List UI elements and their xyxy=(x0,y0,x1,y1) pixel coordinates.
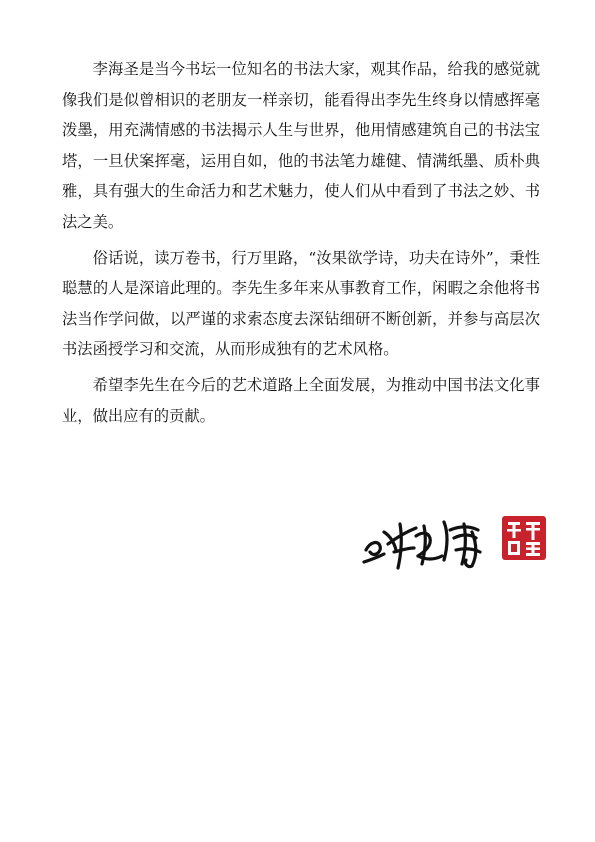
signature-drawing xyxy=(360,502,500,574)
handwritten-signature xyxy=(360,502,500,574)
paragraph-2: 俗话说，读万卷书，行万里路，“汝果欲学诗，功夫在诗外”，秉性聪慧的人是深谙此理的。李先生多年来从事教育工作，闲暇之余他将书法当作学问做，以严谨的求索态度去深钻细研不断创新，并参与高层次书法函授学习和交流，从而形成独有的艺术风格。 xyxy=(62,248,540,359)
letter-body xyxy=(62,54,540,436)
paragraph-3: 希望李先生在今后的艺术道路上全面发展，为推动中国书法文化事业，做出应有的贡献。 xyxy=(62,375,540,425)
seal-drawing xyxy=(500,514,548,562)
red-seal-stamp xyxy=(500,514,548,562)
paragraph-1: 李海圣是当今书坛一位知名的书法大家，观其作品，给我的感觉就像我们是似曾相识的老朋友一样亲切，能看得出李先生终身以情感挥毫泼墨，用充满情感的书法揭示人生与世界，他用情感建筑自己的书法宝塔，一旦伏案挥毫，运用自如，他的书法笔力雄健、情满纸墨、质朴典雅，具有强大的生命活力和艺术魅力，使人们从中看到了书法之妙、书法之美。 xyxy=(62,60,540,231)
